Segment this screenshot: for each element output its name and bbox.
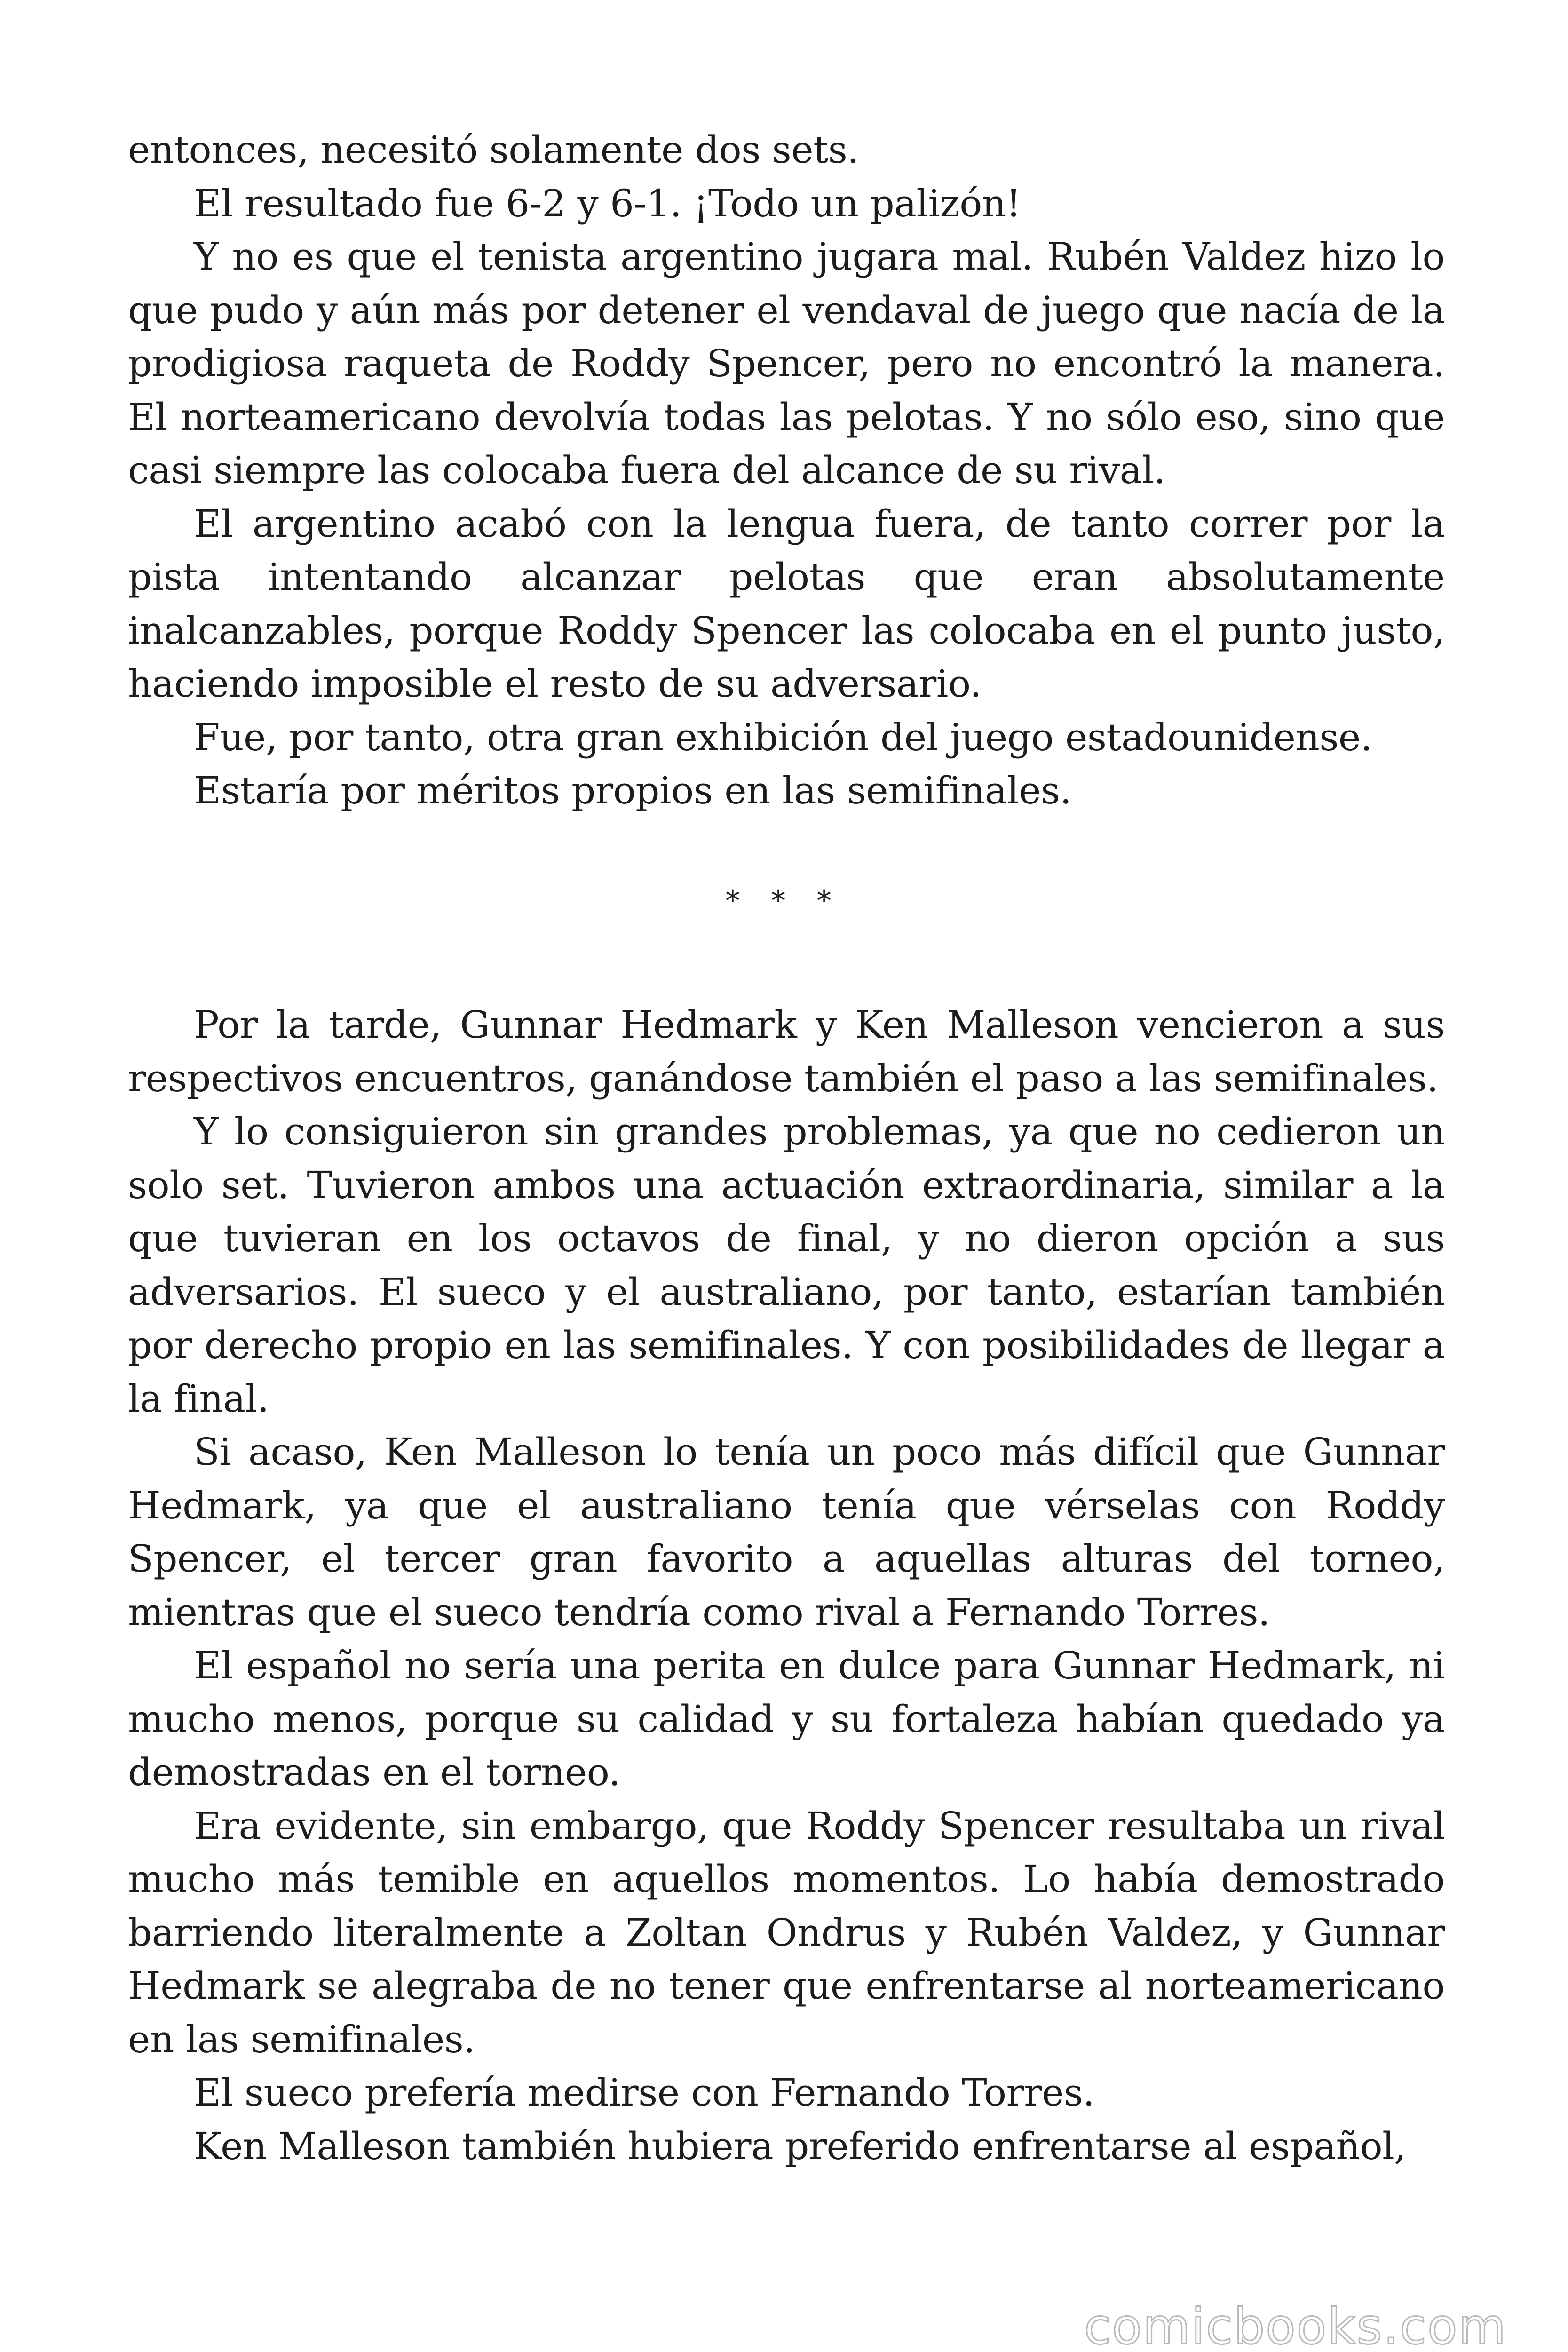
paragraph: Por la tarde, Gunnar Hedmark y Ken Malleson vencieron a sus respectivos encuentros, ganándose también el paso a las semifinales. xyxy=(128,1003,1445,1100)
paragraph: Fue, por tanto, otra gran exhibición del juego estadounidense. xyxy=(194,715,1372,759)
paragraph: Y lo consiguieron sin grandes problemas, ya que no cedieron un solo set. Tuvieron ambos una actuación extraordinaria, similar a la que tuvieran en los octavos de final, y no dieron opción a sus adversarios. El sueco y el australiano, por tanto, estarían también por derecho propio en las semifinales. Y con posibilidades de llegar a la final. xyxy=(128,1110,1445,1421)
text-section-before-break xyxy=(128,123,1445,818)
paragraph: Ken Malleson también hubiera preferido enfrentarse al español, xyxy=(194,2124,1406,2168)
paragraph: El español no sería una perita en dulce para Gunnar Hedmark, ni mucho menos, porque su calidad y su fortaleza habían quedado ya demostradas en el torneo. xyxy=(128,1644,1445,1794)
watermark-logo: comicbooks.com xyxy=(1084,2298,1507,2352)
paragraph: Y no es que el tenista argentino jugara mal. Rubén Valdez hizo lo que pudo y aún más por detener el vendaval de juego que nacía de la prodigiosa raqueta de Roddy Spencer, pero no encontró la manera. El norteamericano devolvía todas las pelotas. Y no sólo eso, sino que casi siempre las colocaba fuera del alcance de su rival. xyxy=(128,235,1445,492)
paragraph-continuation: entonces, necesitó solamente dos sets. xyxy=(128,128,859,172)
text-section-after-break xyxy=(128,998,1445,2173)
paragraph: Estaría por méritos propios en las semifinales. xyxy=(194,769,1072,812)
paragraph: Era evidente, sin embargo, que Roddy Spencer resultaba un rival mucho más temible en aquellos momentos. Lo había demostrado barriendo literalmente a Zoltan Ondrus y Rubén Valdez, y Gunnar Hedmark se alegraba de no tener que enfrentarse al norteamericano en las semifinales. xyxy=(128,1804,1445,2061)
paragraph: Si acaso, Ken Malleson lo tenía un poco más difícil que Gunnar Hedmark, ya que el australiano tenía que vérselas con Roddy Spencer, el tercer gran favorito a aquellas alturas del torneo, mientras que el sueco tendría como rival a Fernando Torres. xyxy=(128,1430,1445,1634)
scene-break-asterisks: * * * xyxy=(725,884,843,917)
paragraph: El sueco prefería medirse con Fernando Torres. xyxy=(194,2071,1095,2114)
paragraph: El argentino acabó con la lengua fuera, de tanto correr por la pista intentando alcanzar pelotas que eran absolutamente inalcanzables, porque Roddy Spencer las colocaba en el punto justo, haciendo imposible el resto de su adversario. xyxy=(128,501,1445,706)
paragraph: El resultado fue 6-2 y 6-1. ¡Todo un palizón! xyxy=(194,181,1021,225)
